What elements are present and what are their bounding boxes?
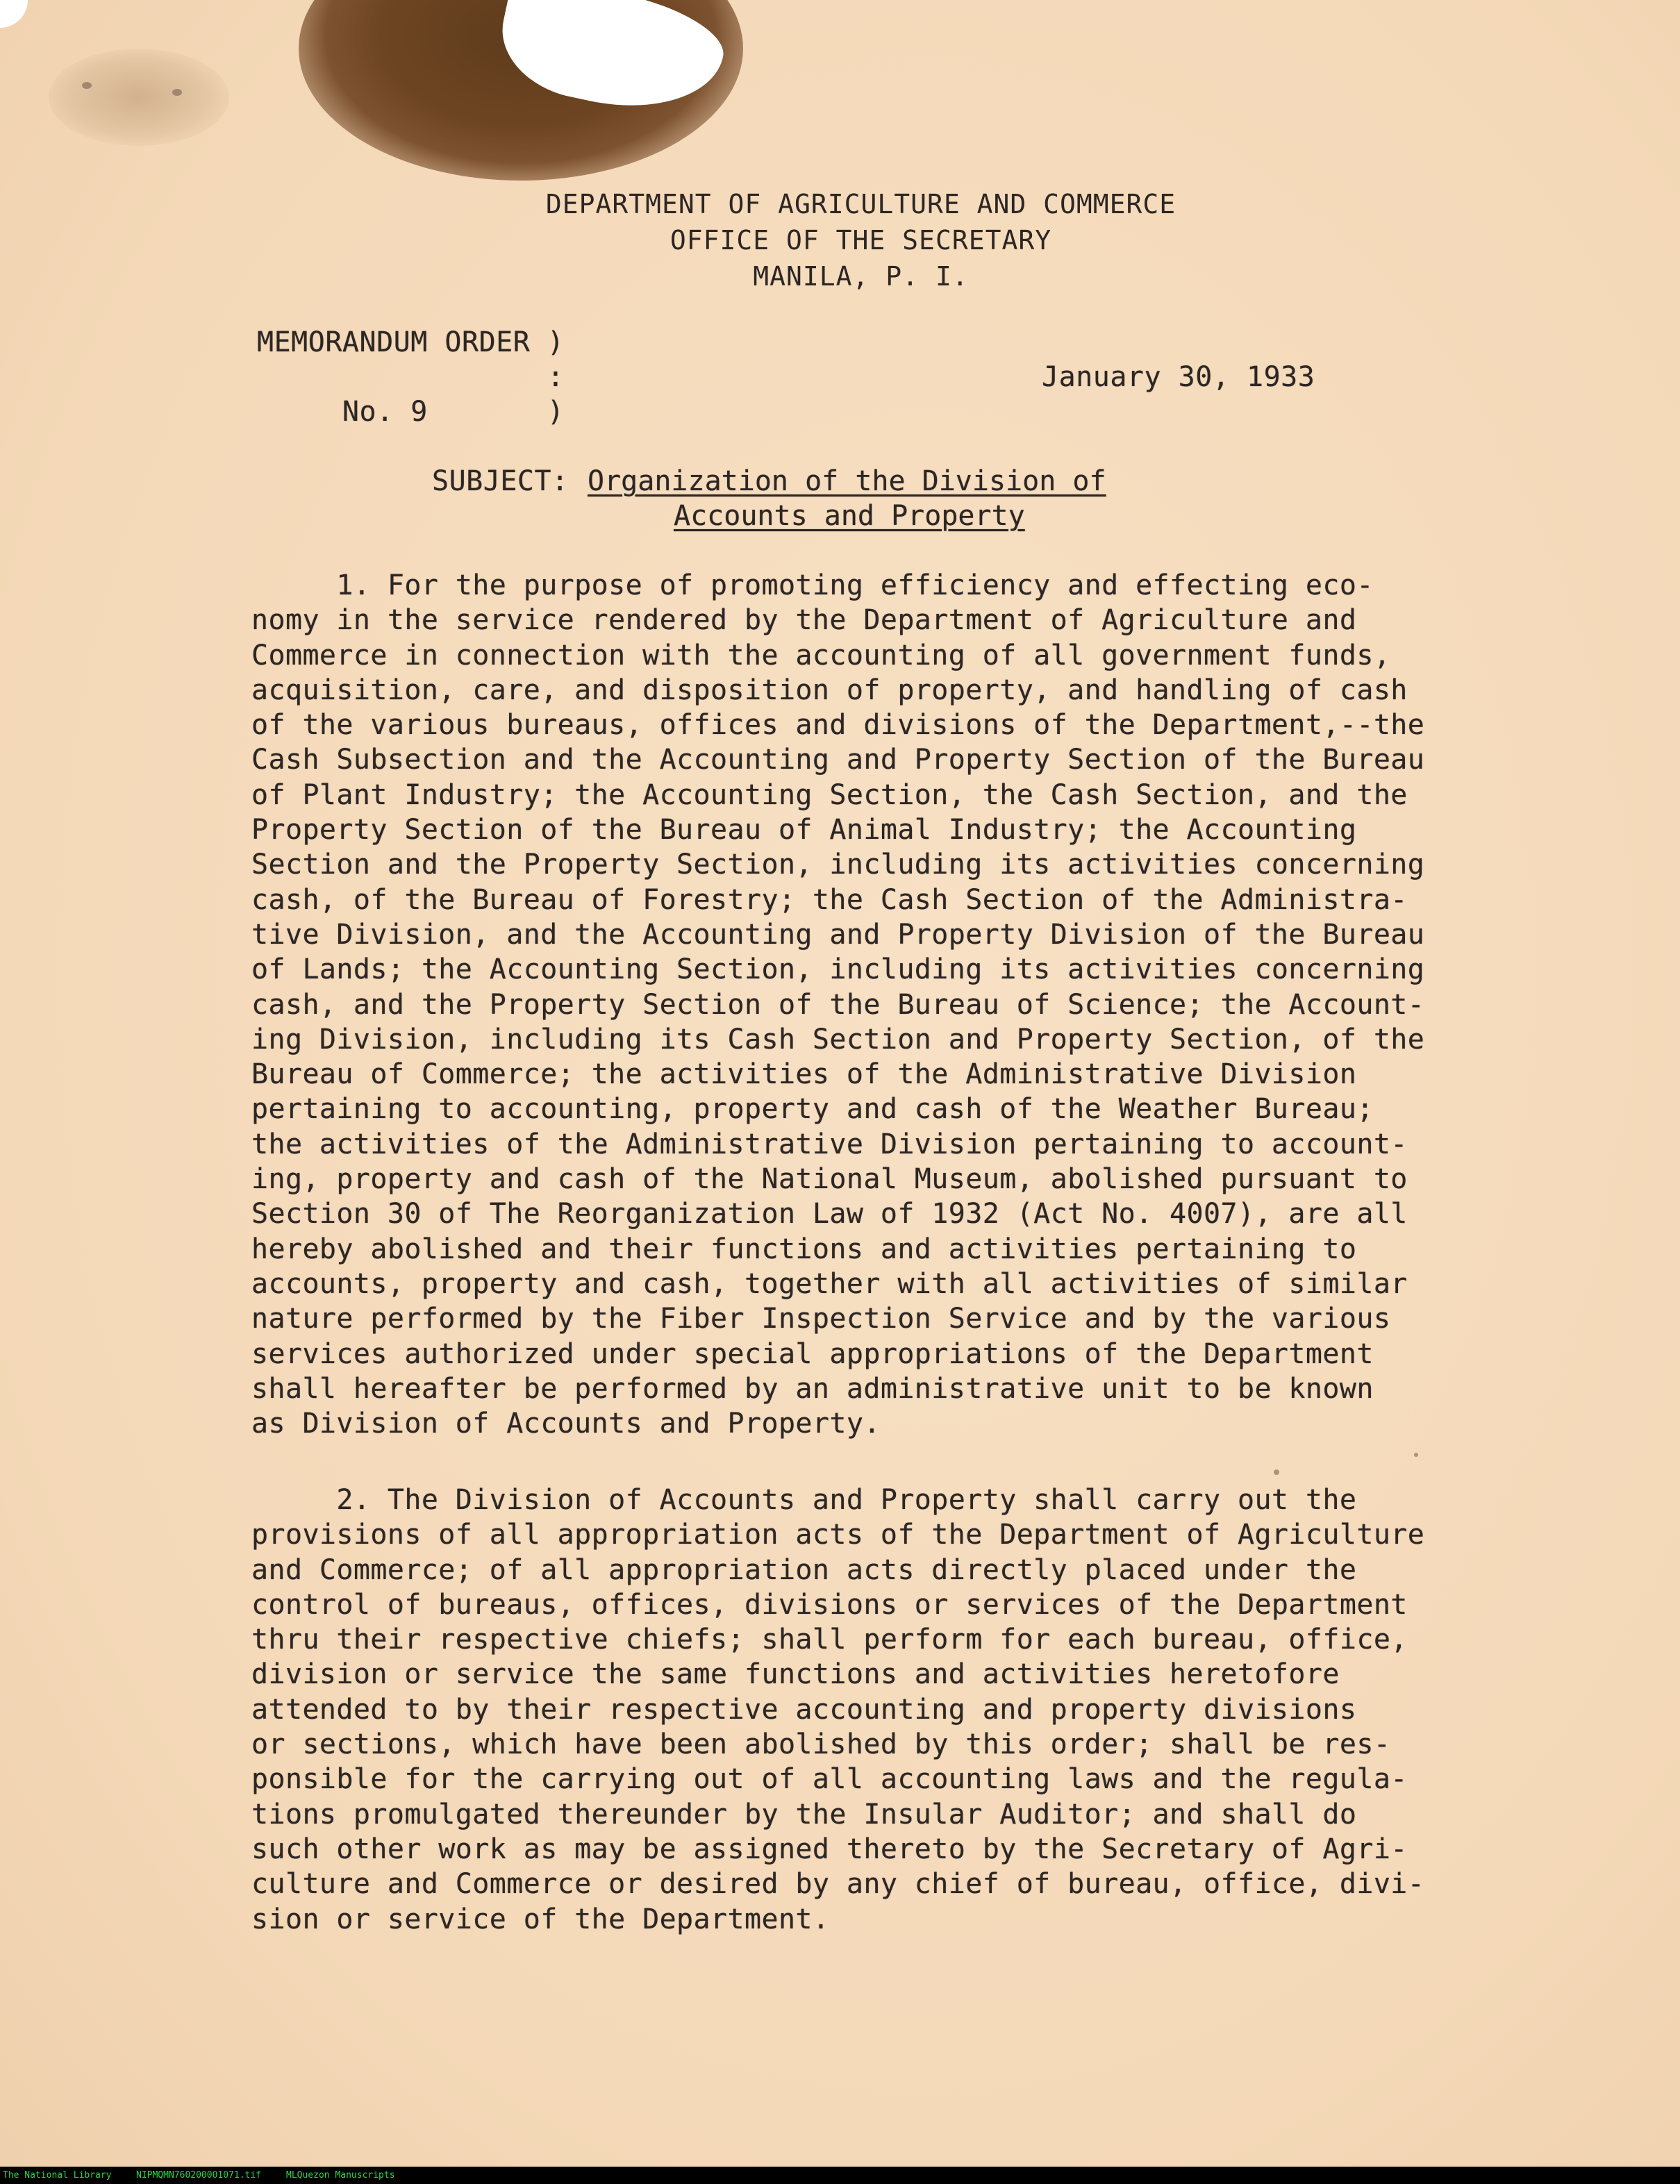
speck xyxy=(1414,1453,1418,1457)
paragraph-line: hereby abolished and their functions and activities pertaining to xyxy=(251,1233,1357,1265)
paragraph-1 xyxy=(251,568,1474,1441)
subject-line-2: Accounts and Property xyxy=(674,500,1025,532)
paragraph-line: cash, of the Bureau of Forestry; the Cash Section of the Administra- xyxy=(251,883,1408,916)
paragraph-line: Property Section of the Bureau of Animal Industry; the Accounting xyxy=(251,814,1357,847)
paragraph-line: or sections, which have been abolished by this order; shall be res- xyxy=(251,1728,1391,1761)
paragraph-line: 1. For the purpose of promoting efficiency and effecting eco- xyxy=(251,569,1374,601)
paragraph-line: division or service the same functions and activities heretofore xyxy=(251,1658,1340,1691)
subject-line-1: Organization of the Division of xyxy=(588,465,1106,497)
letterhead-department: DEPARTMENT OF AGRICULTURE AND COMMERCE xyxy=(545,189,1176,219)
paragraph-line: attended to by their respective accounting and property divisions xyxy=(251,1693,1357,1726)
letterhead-office: OFFICE OF THE SECRETARY xyxy=(669,225,1052,256)
paragraph-line: of the various bureaus, offices and divisions of the Department,--the xyxy=(251,709,1425,742)
paragraph-line: ponsible for the carrying out of all accounting laws and the regula- xyxy=(251,1763,1408,1796)
paragraph-line: of Lands; the Accounting Section, including its activities concerning xyxy=(251,953,1425,986)
memo-order-colon: : xyxy=(257,361,565,393)
corner-tear xyxy=(0,0,28,28)
memo-order-label xyxy=(257,325,564,429)
paragraph-line: culture and Commerce or desired by any chief of bureau, office, divi- xyxy=(251,1868,1425,1901)
memo-order-title: MEMORANDUM ORDER ) xyxy=(257,326,565,358)
speck xyxy=(82,82,92,89)
paragraph-line: sion or service of the Department. xyxy=(251,1903,830,1935)
memo-date: January 30, 1933 xyxy=(1042,361,1315,393)
paragraph-line: tions promulgated thereunder by the Insular Auditor; and shall do xyxy=(251,1798,1357,1831)
paragraph-line: Section 30 of The Reorganization Law of 1932 (Act No. 4007), are all xyxy=(251,1198,1408,1231)
paragraph-line: ing, property and cash of the National Museum, abolished pursuant to xyxy=(251,1163,1408,1196)
paragraph-line: such other work as may be assigned thereto by the Secretary of Agri- xyxy=(251,1833,1408,1865)
paragraph-line: thru their respective chiefs; shall perform for each bureau, office, xyxy=(251,1624,1408,1656)
paragraph-2 xyxy=(251,1483,1474,1937)
footer-library: The National Library xyxy=(3,2170,112,2181)
paragraph-line: tive Division, and the Accounting and Property Division of the Bureau xyxy=(251,918,1425,951)
paragraph-line: acquisition, care, and disposition of property, and handling of cash xyxy=(251,674,1408,706)
paragraph-line: nomy in the service rendered by the Department of Agriculture and xyxy=(251,604,1357,637)
paragraph-line: and Commerce; of all appropriation acts directly placed under the xyxy=(251,1553,1357,1586)
paragraph-line: of Plant Industry; the Accounting Section, the Cash Section, and the xyxy=(251,778,1408,811)
paragraph-line: Bureau of Commerce; the activities of the Administrative Division xyxy=(251,1058,1357,1091)
footer-collection: MLQuezon Manuscripts xyxy=(286,2170,395,2181)
paragraph-line: ing Division, including its Cash Section and Property Section, of the xyxy=(251,1023,1425,1056)
letterhead xyxy=(0,186,1680,294)
paragraph-line: nature performed by the Fiber Inspection Service and by the various xyxy=(251,1303,1391,1335)
paragraph-line: Commerce in connection with the accounting of all government funds, xyxy=(251,639,1391,672)
paragraph-line: as Division of Accounts and Property. xyxy=(251,1408,881,1440)
memo-order-number: No. 9 ) xyxy=(257,396,565,428)
paragraph-line: control of bureaus, offices, divisions or services of the Department xyxy=(251,1588,1408,1621)
paragraph-line: shall hereafter be performed by an administrative unit to be known xyxy=(251,1372,1374,1405)
footer-filename: NIPMQMN760200001071.tif xyxy=(136,2170,262,2181)
letterhead-location: MANILA, P. I. xyxy=(753,261,969,292)
paragraph-line: accounts, property and cash, together with all activities of similar xyxy=(251,1267,1408,1300)
paragraph-line: 2. The Division of Accounts and Property shall carry out the xyxy=(251,1484,1357,1516)
paragraph-line: Section and the Property Section, including its activities concerning xyxy=(251,849,1425,881)
paragraph-line: provisions of all appropriation acts of the Department of Agriculture xyxy=(251,1519,1425,1551)
subject-label: SUBJECT: xyxy=(432,465,569,497)
paragraph-line: cash, and the Property Section of the Bureau of Science; the Account- xyxy=(251,988,1425,1021)
paragraph-line: the activities of the Administrative Division pertaining to account- xyxy=(251,1128,1408,1160)
paragraph-line: pertaining to accounting, property and cash of the Weather Bureau; xyxy=(251,1093,1374,1126)
water-stain xyxy=(49,49,229,146)
paragraph-line: services authorized under special appropriations of the Department xyxy=(251,1337,1374,1370)
speck xyxy=(1274,1469,1279,1475)
speck xyxy=(172,89,182,96)
paragraph-line: Cash Subsection and the Accounting and Property Section of the Bureau xyxy=(251,744,1425,776)
scan-footer-bar xyxy=(0,2167,1680,2184)
